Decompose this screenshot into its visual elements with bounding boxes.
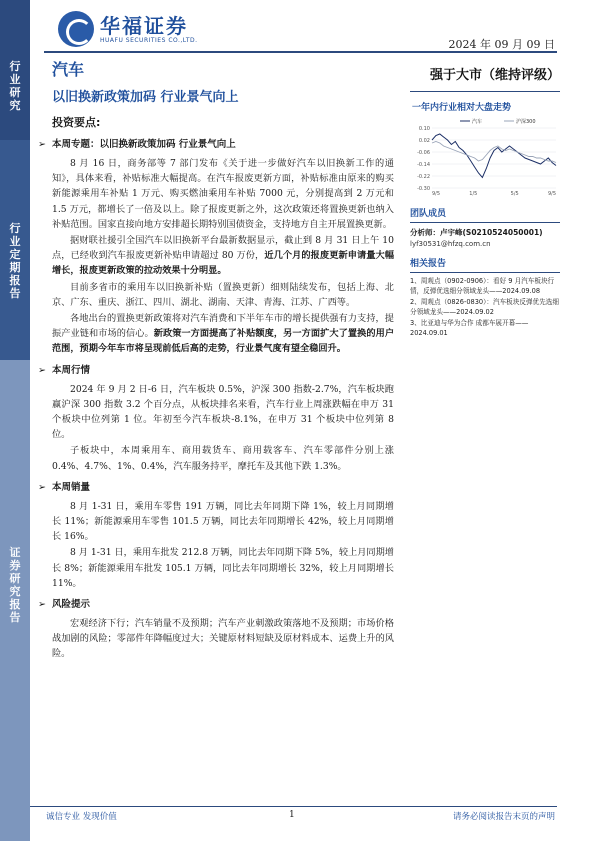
analyst-name: 卢宇峰(S0210524050001) — [440, 228, 543, 237]
paragraph — [52, 616, 394, 662]
report-title: 以旧换新政策加码 行业景气向上 — [52, 90, 239, 105]
paragraph-text: 8 月 16 日，商务部等 7 部门发布《关于进一步做好汽车以旧换新工作的通知》，具体来看，补贴标准大幅提高。在汽车报废更新方面，补贴标准由原来的购买新能源乘用车补贴 1 万元、购买燃油乘用车补贴 7000 元，分别提高到 2 万元和 1.5 万元，都增长了一倍及以上。除了报废更新之外，这次政策还将置换更新也纳入补贴范围。国家直接向地方安排超长期特别国债资金，支持地方自主开展置换更新。 — [52, 158, 394, 230]
logo-icon — [58, 11, 94, 47]
sector-name: 汽车 — [52, 60, 85, 79]
related-reports-list — [410, 276, 560, 338]
chart-x-tick-label: 9/5 — [547, 191, 556, 197]
chart-y-tick-label: -0.30 — [417, 186, 430, 192]
paragraph — [52, 233, 394, 279]
section-title-text: 风险提示 — [52, 599, 91, 611]
paragraph — [52, 545, 394, 591]
section-title-text: 本周专题：以旧换新政策加码 行业景气向上 — [52, 139, 236, 150]
team-title: 团队成员 — [410, 209, 447, 219]
section-title — [38, 364, 394, 378]
chart-x-tick-label: 9/5 — [432, 191, 441, 197]
paragraph — [52, 499, 394, 545]
section-title — [38, 481, 394, 495]
rating-divider — [410, 91, 560, 92]
key-points-heading: 投资要点: — [52, 116, 101, 129]
analyst-label: 分析师： — [410, 228, 440, 237]
related-reports-title: 相关报告 — [410, 259, 447, 269]
bullet-arrow-icon: ➢ — [38, 364, 46, 376]
paragraph — [52, 382, 394, 443]
main-content — [38, 136, 395, 667]
bullet-arrow-icon: ➢ — [38, 481, 46, 493]
bullet-arrow-icon: ➢ — [38, 139, 46, 150]
paragraph-text: 子板块中，本周乘用车、商用载货车、商用载客车、汽车零部件分别上涨 0.4%、4.7%、1%、0.4%，汽车服务持平，摩托车及其他下跌 1.3%。 — [52, 445, 394, 472]
footer-slogan: 诚信专业 发现价值 — [46, 812, 117, 822]
chart-y-tick-label: 0.02 — [418, 138, 430, 144]
chart-svg — [410, 116, 560, 200]
chart-legend-label: 汽车 — [472, 119, 483, 125]
section-title — [38, 138, 394, 152]
strip-label-securities: 证 券 研 究 报 告 — [9, 546, 21, 624]
chart-y-tick-label: -0.14 — [417, 162, 430, 168]
related-report-item: 2、周观点（0826-0830）：汽车板块反弹优先选细分领域龙头——2024.09.02 — [410, 298, 559, 316]
paragraph — [52, 311, 394, 357]
footer-disclaimer: 请务必阅读报告末页的声明 — [452, 812, 555, 822]
chart-legend-label: 沪深300 — [516, 119, 536, 125]
paragraph — [52, 280, 394, 310]
paragraph-text: 宏观经济下行；汽车销量不及预期；汽车产业刺激政策落地不及预期；市场价格战加剧的风险；零部件年降幅度过大；关键原材料短缺及原材料成本、运费上升的风险。 — [52, 618, 394, 660]
analyst-email: lyf30531@hfzq.com.cn — [410, 240, 491, 248]
paragraph-text: 2024 年 9 月 2 日-6 日，汽车板块 0.5%，沪深 300 指数-2.7%，汽车板块跑赢沪深 300 指数 3.2 个百分点，从板块排名来看，汽车行业上周涨跌幅在申万 31 个板块中位列第 1 位。年初至今汽车板块-8.1%，在申万 31 个板块中位列第 8 位。 — [52, 383, 394, 441]
right-sidebar — [410, 60, 560, 339]
page-number: 1 — [289, 810, 295, 820]
paragraph-text: 8 月 1-31 日，乘用车批发 212.8 万辆，同比去年同期下降 5%，较上月同期增长 8%；新能源乘用车批发 105.1 万辆，同比去年同期增长 32%，较上月同期增长 11%。 — [52, 547, 394, 589]
related-report-item: 1、周观点（0902-0906）：看好 9 月汽车板块行情，反弹优选细分领域龙头——2024.09.08 — [410, 277, 555, 295]
company-logo — [58, 9, 198, 49]
chart-y-tick-label: 0.10 — [418, 126, 430, 132]
paragraph-text: 据财联社援引全国汽车以旧换新平台最新数据显示，截止到 8 月 31 日上午 10 点，已经收到汽车报废更新补贴申请超过 80 万份， — [52, 235, 394, 262]
chart-series-line — [432, 134, 556, 178]
section-title — [38, 598, 394, 612]
strip-label-research: 行 业 研 究 — [9, 60, 21, 112]
logo-english-name: HUAFU SECURITIES CO.,LTD. — [100, 36, 198, 44]
logo-chinese-name: 华福证券 — [100, 13, 188, 38]
paragraph — [52, 443, 394, 473]
paragraph-highlight: 近几个月的报废更新申请量大幅增长，报废更新政策的拉动效果十分明显。 — [52, 250, 395, 277]
section-title-text: 本周行情 — [52, 364, 91, 376]
strip-label-periodic: 行 业 定 期 报 告 — [9, 222, 21, 300]
related-report-item: 3、比亚迪与华为合作 成都车展开幕——2024.09.01 — [410, 319, 529, 337]
relative-performance-chart — [410, 116, 560, 200]
analyst-line — [410, 227, 560, 238]
footer-divider — [30, 806, 557, 807]
chart-title: 一年内行业相对大盘走势 — [412, 103, 512, 113]
chart-y-tick-label: -0.22 — [417, 174, 430, 180]
related-divider — [410, 272, 560, 273]
paragraph-text: 各地出台的置换更新政策将对汽车消费和下半年车市的增长提供强有力支持，提振产业链和市场的信心。 — [52, 313, 394, 340]
section-title-text: 本周销量 — [52, 481, 91, 493]
paragraph — [52, 156, 394, 232]
paragraph-highlight: 新政策一方面提高了补贴额度，另一方面扩大了置换的用户范围，预期今年车市将呈现前低后高的走势，行业景气度有望全稳回升。 — [52, 328, 395, 355]
header-divider — [44, 51, 557, 53]
bullet-arrow-icon: ➢ — [38, 599, 46, 611]
left-side-strip — [0, 0, 30, 841]
chart-x-tick-label: 1/5 — [469, 191, 478, 197]
chart-y-tick-label: -0.06 — [417, 150, 430, 156]
chart-x-tick-label: 5/5 — [510, 191, 519, 197]
team-divider — [410, 222, 560, 223]
report-date: 2024 年 09 月 09 日 — [448, 38, 555, 51]
paragraph-text: 8 月 1-31 日，乘用车零售 191 万辆，同比去年同期下降 1%，较上月同期增长 11%；新能源乘用车零售 101.5 万辆，同比去年同期增长 42%，较上月同期增长 16%。 — [52, 500, 394, 543]
rating-label: 强于大市（维持评级） — [429, 68, 560, 83]
paragraph-text: 目前多省市的乘用车以旧换新补贴（置换更新）细则陆续发布，包括上海、北京、广东、重庆、浙江、四川、湖北、湖南、天津、青海、江苏、广西等。 — [52, 281, 394, 308]
